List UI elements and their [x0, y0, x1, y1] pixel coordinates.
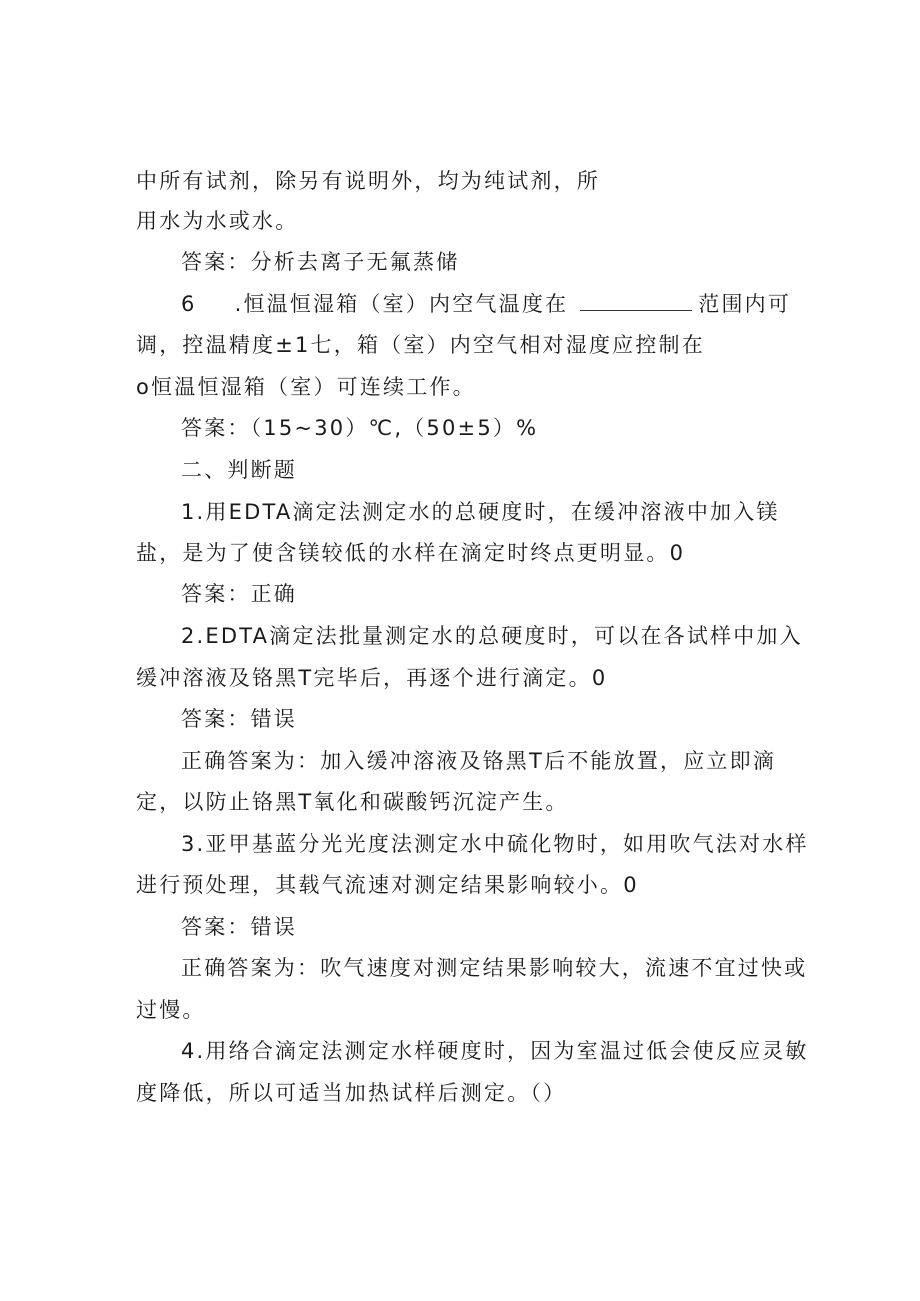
text-line: 过慢。	[136, 998, 206, 1022]
question-line: 4.用络合滴定法测定水样硬度时，因为室温过低会使反应灵敏	[181, 1039, 809, 1063]
section-heading: 二、判断题	[181, 458, 297, 482]
answer-line: 答案：错误	[181, 707, 297, 731]
correct-answer-line: 正确答案为：加入缓冲溶液及铬黑T后不能放置，应立即滴	[181, 749, 777, 773]
question-text: 范围内可	[698, 292, 792, 316]
answer-line: 答案：正确	[181, 582, 297, 606]
text-line: 盐，是为了使含镁较低的水样在滴定时终点更明显。0	[136, 541, 686, 565]
question-number: 6	[181, 292, 197, 316]
question-6-line	[181, 291, 791, 317]
answer-line: 答案：（15~30）℃,（50±5）%	[181, 416, 539, 440]
text-line: 缓冲溶液及铬黑T完毕后，再逐个进行滴定。0	[136, 666, 608, 690]
text-line: 调，控温精度±1七，箱（室）内空气相对湿度应控制在	[136, 333, 705, 357]
text-line: 度降低，所以可适当加热试样后测定。（）	[136, 1081, 567, 1105]
correct-answer-line: 正确答案为：吹气速度对测定结果影响较大，流速不宜过快或	[181, 956, 808, 980]
text-line: o恒温恒湿箱（室）可连续工作。	[136, 375, 476, 399]
text-line: 中所有试剂，除另有说明外，均为纯试剂，所	[136, 169, 600, 193]
text-line: 定，以防止铬黑T氧化和碳酸钙沉淀产生。	[136, 790, 569, 814]
text-line: 用水为水或水。	[136, 209, 299, 233]
answer-line: 答案：分析去离子无氟蒸储	[181, 250, 460, 274]
question-line: 2.EDTA滴定法批量测定水的总硬度时，可以在各试样中加入	[181, 624, 803, 648]
fill-in-blank	[580, 292, 692, 311]
answer-line: 答案：错误	[181, 915, 297, 939]
question-text: .恒温恒湿箱（室）内空气温度在	[234, 292, 569, 316]
question-line: 3.亚甲基蓝分光光度法测定水中硫化物时，如用吹气法对水样	[181, 832, 809, 856]
question-line: 1.用EDTA滴定法测定水的总硬度时，在缓冲溶液中加入镁	[181, 500, 780, 524]
text-line: 进行预处理，其载气流速对测定结果影响较小。0	[136, 873, 639, 897]
